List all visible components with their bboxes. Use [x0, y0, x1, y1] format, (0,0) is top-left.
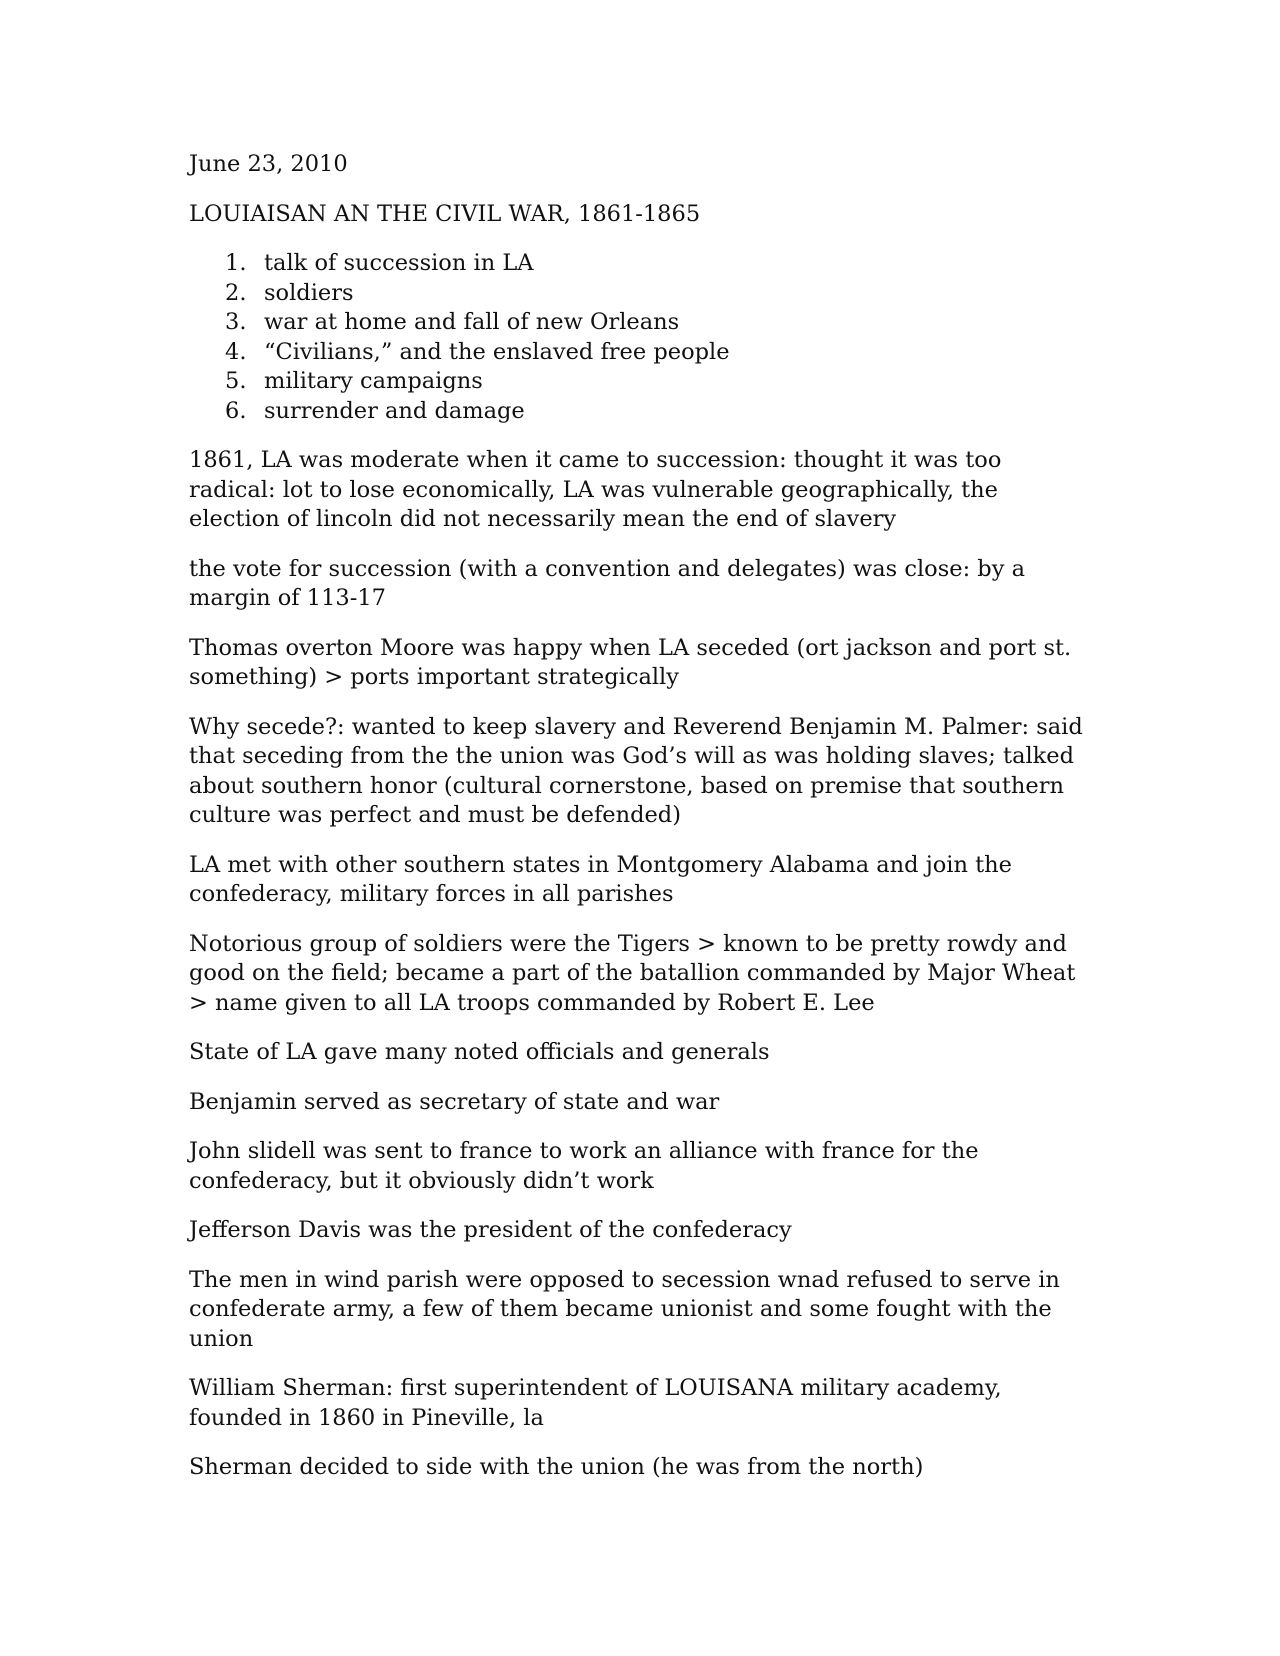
document-body	[189, 150, 1089, 1503]
list-item	[189, 338, 1089, 368]
list-item-text: war at home and fall of new Orleans	[264, 309, 680, 335]
list-item	[189, 367, 1089, 397]
document-title: LOUIAISAN AN THE CIVIL WAR, 1861-1865	[189, 200, 701, 227]
list-item-text: military campaigns	[264, 368, 483, 394]
list-item-text: talk of succession in LA	[264, 250, 534, 276]
list-item-text: surrender and damage	[264, 397, 525, 424]
list-item-number: 3.	[225, 309, 247, 335]
list-item	[189, 308, 1089, 338]
paragraph-sherman-union: Sherman decided to side with the union (he was from the north)	[189, 1454, 924, 1480]
paragraph-montgomery: LA met with other southern states in Montgomery Alabama and join the confederacy, military forces in all parishes	[189, 851, 1012, 907]
paragraph-officials: State of LA gave many noted officials and generals	[189, 1039, 770, 1065]
paragraph-why-secede: Why secede?: wanted to keep slavery and Reverend Benjamin M. Palmer: said that seceding from the the union was God’s will as was holding slaves; talked about southern honor (cultural cornerstone, based on premise that southern culture was perfect and must be defended)	[189, 713, 1083, 828]
paragraph-sherman-academy: William Sherman: first superintendent of LOUISANA military academy, founded in 1860 in Pineville, la	[189, 1375, 1002, 1431]
list-item-number: 1.	[225, 250, 247, 276]
paragraph-davis: Jefferson Davis was the president of the confederacy	[189, 1217, 792, 1243]
list-item-number: 4.	[225, 338, 247, 365]
topic-list	[189, 249, 1089, 426]
paragraph-secession-moderation: 1861, LA was moderate when it came to succession: thought it was too radical: lot to lose economically, LA was vulnerable geographically, the election of lincoln did not necessarily mean the end of slavery	[189, 447, 1002, 532]
paragraph-thomas-moore: Thomas overton Moore was happy when LA seceded (ort jackson and port st. something) > ports important strategically	[189, 634, 1072, 690]
paragraph-winn-parish: The men in wind parish were opposed to secession wnad refused to serve in confederate army, a few of them became unionist and some fought with the union	[189, 1266, 1060, 1352]
list-item	[189, 249, 1089, 279]
list-item-number: 6.	[225, 397, 247, 424]
paragraph-tigers: Notorious group of soldiers were the Tigers > known to be pretty rowdy and good on the field; became a part of the batallion commanded by Major Wheat > name given to all LA troops commanded by Robert E. Lee	[189, 930, 1076, 1016]
paragraph-benjamin: Benjamin served as secretary of state and war	[189, 1088, 720, 1115]
paragraph-slidell: John slidell was sent to france to work an alliance with france for the confederacy, but it obviously didn’t work	[189, 1138, 979, 1194]
document-date: June 23, 2010	[189, 151, 348, 177]
paragraph-secession-vote: the vote for succession (with a convention and delegates) was close: by a margin of 113-17	[189, 555, 1025, 611]
list-item-text: soldiers	[264, 279, 354, 306]
list-item	[189, 279, 1089, 309]
list-item	[189, 397, 1089, 427]
list-item-text: “Civilians,” and the enslaved free people	[264, 338, 730, 365]
list-item-number: 2.	[225, 279, 247, 306]
list-item-number: 5.	[225, 368, 247, 394]
